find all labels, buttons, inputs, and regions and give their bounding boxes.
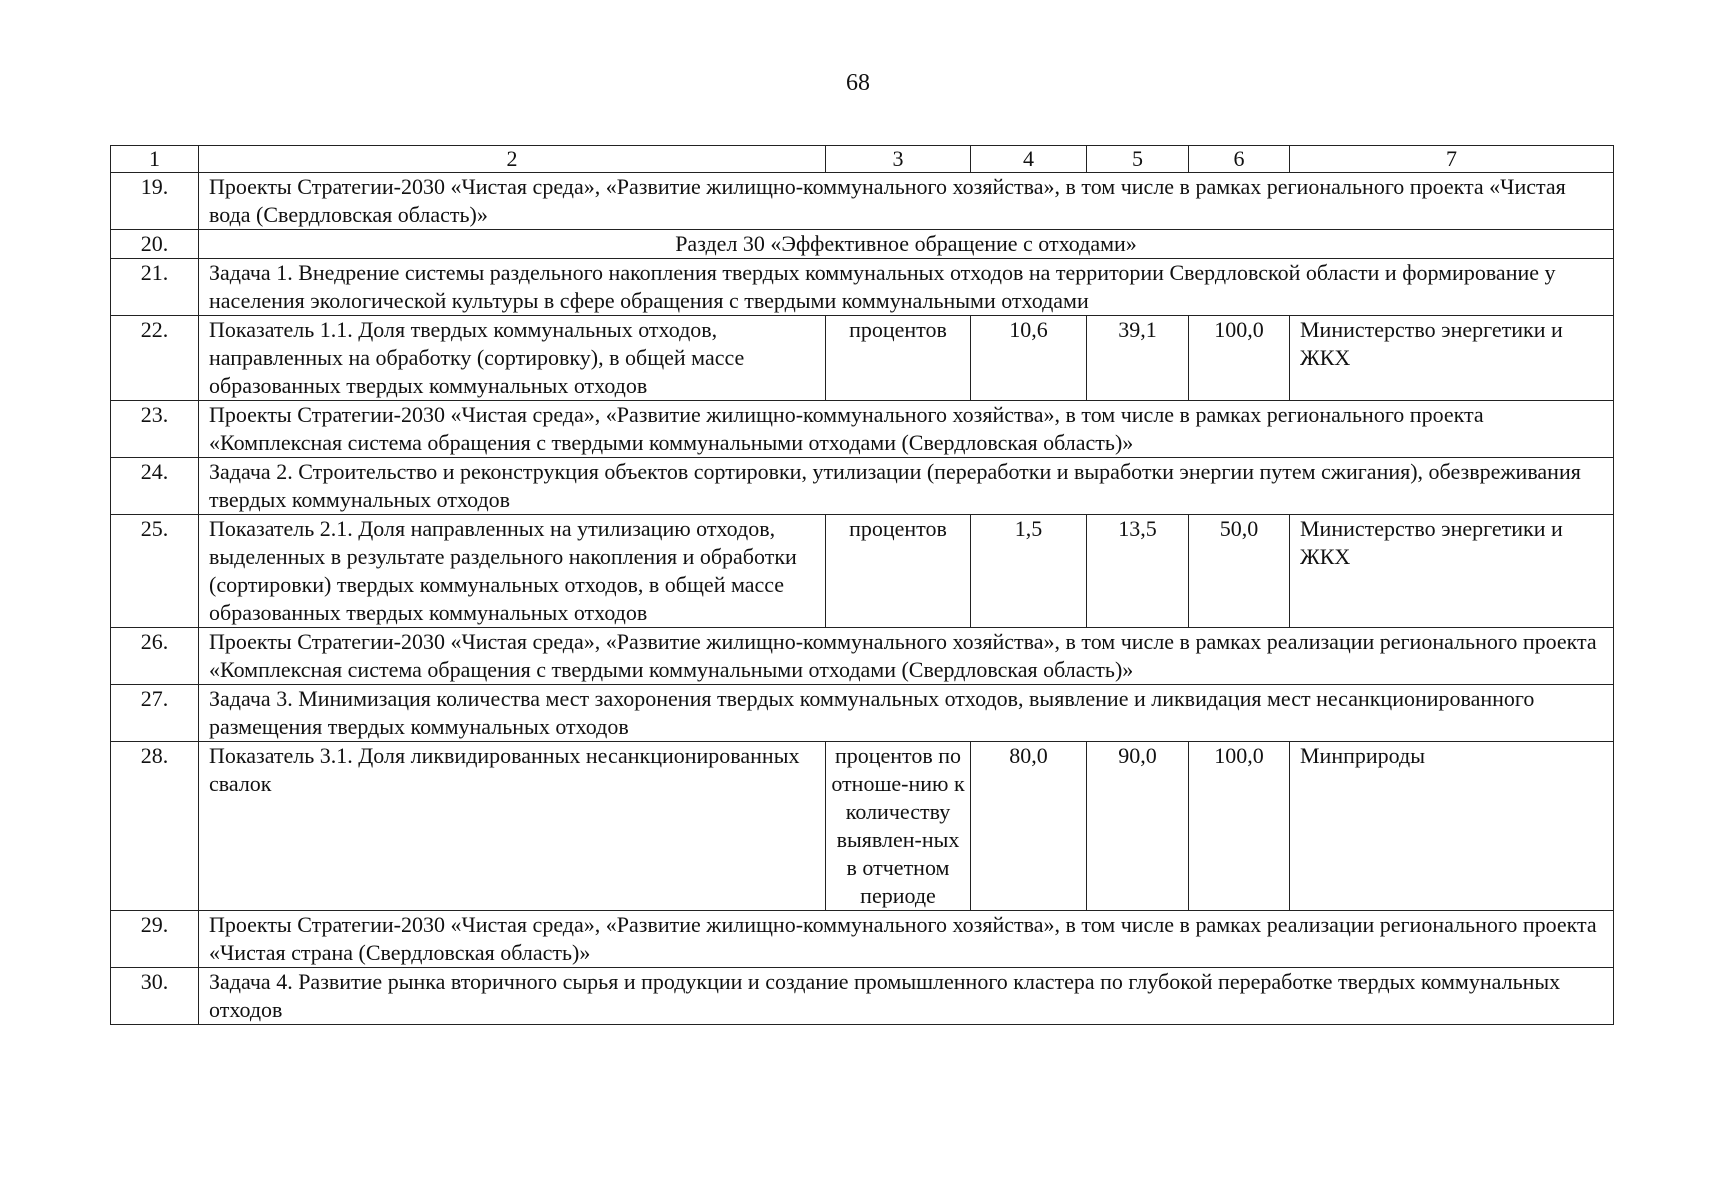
page-number: 68 bbox=[846, 70, 870, 96]
value-col4: 1,5 bbox=[971, 515, 1087, 628]
table-row bbox=[111, 515, 1614, 628]
header-cell: 1 bbox=[111, 146, 199, 173]
row-number: 21. bbox=[111, 259, 199, 316]
row-text: Проекты Стратегии-2030 «Чистая среда», «Развитие жилищно-коммунального хозяйства», в том числе в рамках регионального проекта «Чистая вода (Свердловская область)» bbox=[199, 173, 1614, 230]
indicator-name: Показатель 3.1. Доля ликвидированных несанкционированных свалок bbox=[199, 742, 826, 911]
indicator-unit: процентов по отноше-нию к количеству выявлен-ных в отчетном периоде bbox=[826, 742, 971, 911]
table-row bbox=[111, 230, 1614, 259]
indicator-name: Показатель 2.1. Доля направленных на утилизацию отходов, выделенных в результате раздельного накопления и обработки (сортировки) твердых коммунальных отходов, в общей массе образованных твердых коммунальных отходов bbox=[199, 515, 826, 628]
value-col6: 100,0 bbox=[1189, 316, 1290, 401]
section-title: Раздел 30 «Эффективное обращение с отходами» bbox=[199, 230, 1614, 259]
table-row bbox=[111, 316, 1614, 401]
row-number: 24. bbox=[111, 458, 199, 515]
value-col6: 100,0 bbox=[1189, 742, 1290, 911]
table-header-row bbox=[111, 146, 1614, 173]
responsible-body: Минприроды bbox=[1290, 742, 1614, 911]
responsible-body: Министерство энергетики и ЖКХ bbox=[1290, 515, 1614, 628]
table-row bbox=[111, 401, 1614, 458]
row-number: 28. bbox=[111, 742, 199, 911]
responsible-body: Министерство энергетики и ЖКХ bbox=[1290, 316, 1614, 401]
row-number: 23. bbox=[111, 401, 199, 458]
indicator-unit: процентов bbox=[826, 316, 971, 401]
value-col6: 50,0 bbox=[1189, 515, 1290, 628]
table-row bbox=[111, 968, 1614, 1025]
row-text: Задача 1. Внедрение системы раздельного накопления твердых коммунальных отходов на территории Свердловской области и формирование у населения экологической культуры в сфере обращения с твердыми коммунальными отходами bbox=[199, 259, 1614, 316]
table-row bbox=[111, 911, 1614, 968]
row-number: 29. bbox=[111, 911, 199, 968]
value-col4: 10,6 bbox=[971, 316, 1087, 401]
row-number: 20. bbox=[111, 230, 199, 259]
header-cell: 5 bbox=[1087, 146, 1189, 173]
header-cell: 7 bbox=[1290, 146, 1614, 173]
indicator-name: Показатель 1.1. Доля твердых коммунальных отходов, направленных на обработку (сортировку), в общей массе образованных твердых коммунальных отходов bbox=[199, 316, 826, 401]
row-number: 27. bbox=[111, 685, 199, 742]
table-row bbox=[111, 742, 1614, 911]
table-row bbox=[111, 259, 1614, 316]
row-text: Задача 3. Минимизация количества мест захоронения твердых коммунальных отходов, выявление и ликвидация мест несанкционированного размещения твердых коммунальных отходов bbox=[199, 685, 1614, 742]
row-text: Задача 4. Развитие рынка вторичного сырья и продукции и создание промышленного кластера по глубокой переработке твердых коммунальных отходов bbox=[199, 968, 1614, 1025]
header-cell: 6 bbox=[1189, 146, 1290, 173]
row-number: 22. bbox=[111, 316, 199, 401]
row-number: 26. bbox=[111, 628, 199, 685]
indicators-table bbox=[110, 145, 1614, 1025]
value-col4: 80,0 bbox=[971, 742, 1087, 911]
row-number: 19. bbox=[111, 173, 199, 230]
value-col5: 39,1 bbox=[1087, 316, 1189, 401]
header-cell: 4 bbox=[971, 146, 1087, 173]
row-text: Задача 2. Строительство и реконструкция объектов сортировки, утилизации (переработки и выработки энергии путем сжигания), обезвреживания твердых коммунальных отходов bbox=[199, 458, 1614, 515]
table-row bbox=[111, 173, 1614, 230]
row-text: Проекты Стратегии-2030 «Чистая среда», «Развитие жилищно-коммунального хозяйства», в том числе в рамках реализации регионального проекта «Чистая страна (Свердловская область)» bbox=[199, 911, 1614, 968]
indicator-unit: процентов bbox=[826, 515, 971, 628]
row-number: 25. bbox=[111, 515, 199, 628]
header-cell: 2 bbox=[199, 146, 826, 173]
table-row bbox=[111, 458, 1614, 515]
table-row bbox=[111, 685, 1614, 742]
value-col5: 13,5 bbox=[1087, 515, 1189, 628]
value-col5: 90,0 bbox=[1087, 742, 1189, 911]
table-row bbox=[111, 628, 1614, 685]
row-number: 30. bbox=[111, 968, 199, 1025]
row-text: Проекты Стратегии-2030 «Чистая среда», «Развитие жилищно-коммунального хозяйства», в том числе в рамках реализации регионального проекта «Комплексная система обращения с твердыми коммунальными отходами (Свердловская область)» bbox=[199, 628, 1614, 685]
header-cell: 3 bbox=[826, 146, 971, 173]
row-text: Проекты Стратегии-2030 «Чистая среда», «Развитие жилищно-коммунального хозяйства», в том числе в рамках регионального проекта «Комплексная система обращения с твердыми коммунальными отходами (Свердловская область)» bbox=[199, 401, 1614, 458]
